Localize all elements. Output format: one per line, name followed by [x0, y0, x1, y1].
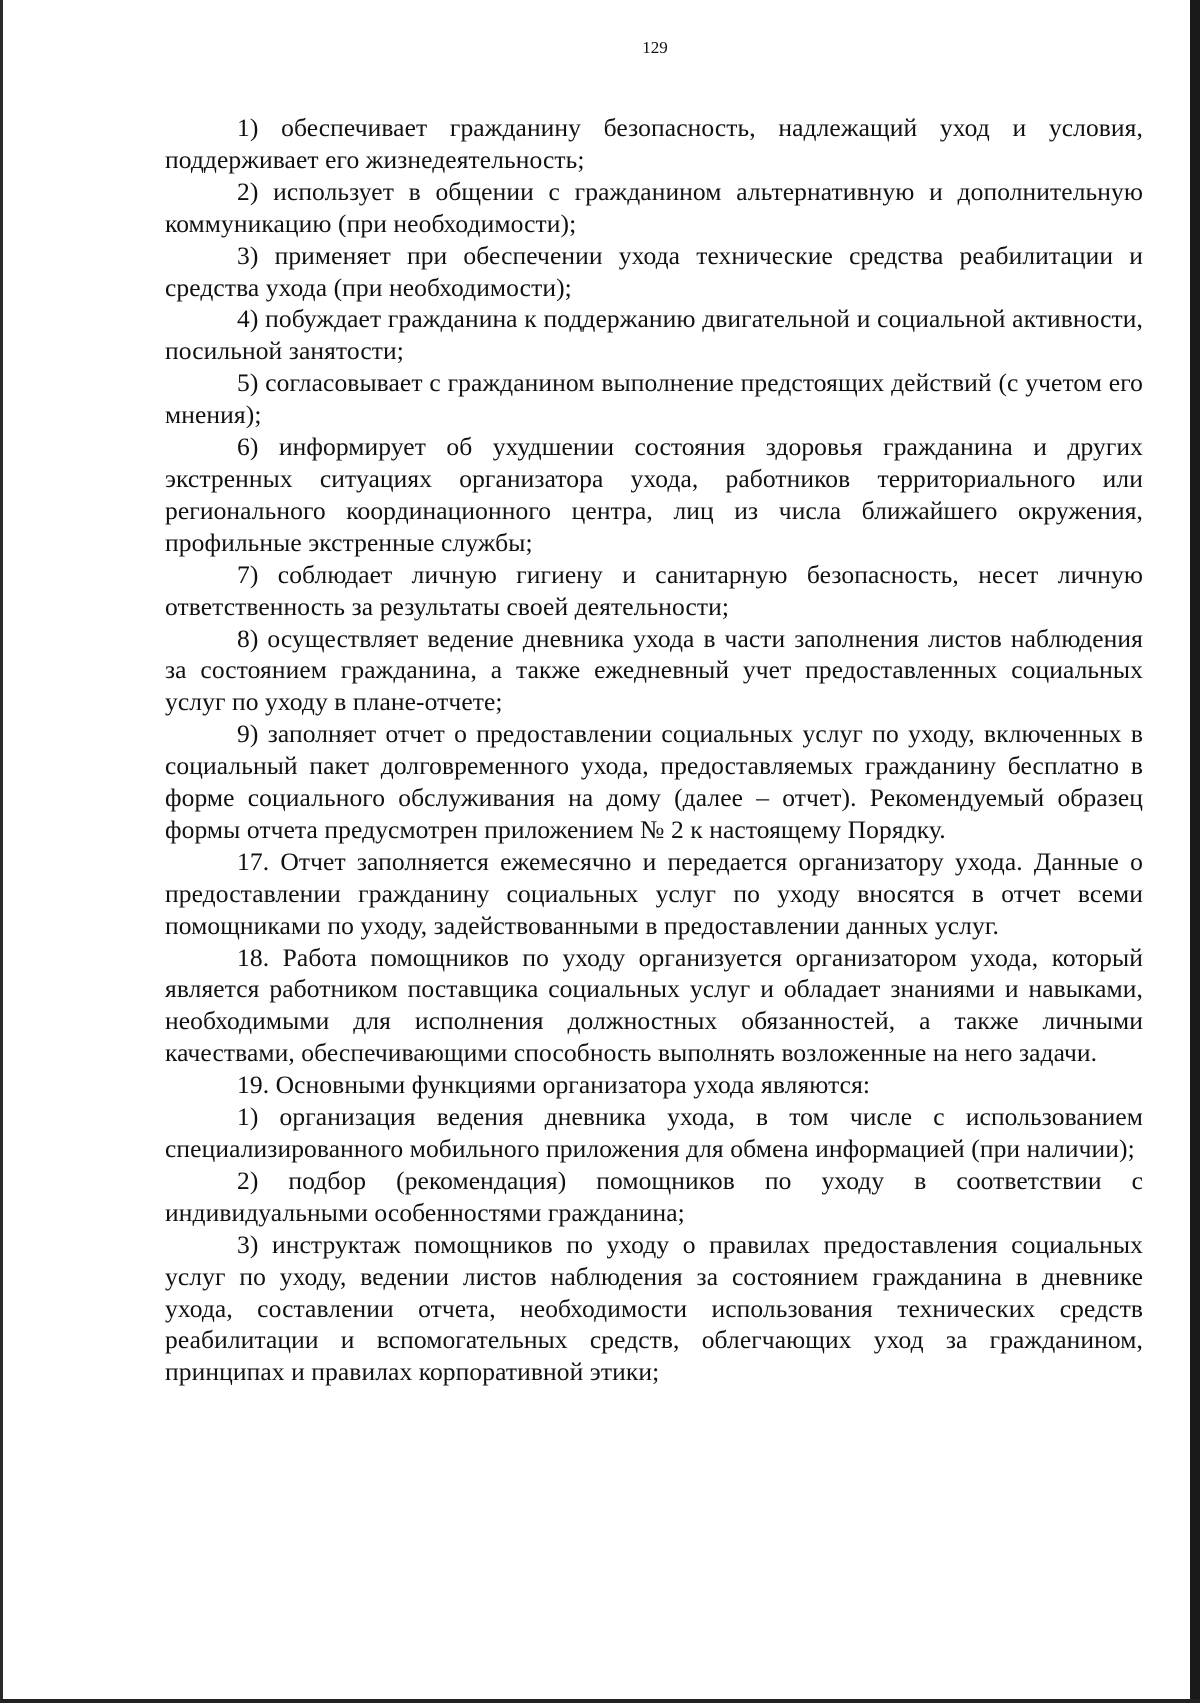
list-item-4-activity: 4) побуждает гражданина к поддержанию двигательной и социальной активности, посильной занятости; [165, 304, 1143, 366]
document-body [165, 112, 1143, 1388]
list-item-5-agreement: 5) согласовывает с гражданином выполнение предстоящих действий (с учетом его мнения); [165, 368, 1143, 430]
clause-17: 17. Отчет заполняется ежемесячно и передается организатору ухода. Данные о предоставлении гражданину социальных услуг по уходу вносятся в отчет всеми помощниками по уходу, задействованными в предоставлении данных услуг. [165, 846, 1143, 940]
list-item-8-care-diary: 8) осуществляет ведение дневника ухода в части заполнения листов наблюдения за состоянием гражданина, а также ежедневный учет предоставленных социальных услуг по уходу в плане-отчете; [165, 623, 1143, 717]
list-item-1-safety: 1) обеспечивает гражданину безопасность, надлежащий уход и условия, поддерживает его жизнедеятельность; [165, 113, 1143, 174]
clause-18: 18. Работа помощников по уходу организуется организатором ухода, который является работником поставщика социальных услуг и обладает знаниями и навыками, необходимыми для исполнения должностных обязанностей, а также личными качествами, обеспечивающими способность выполнять возложенные на него задачи. [165, 942, 1143, 1068]
scan-edge-right [1190, 0, 1200, 1703]
scan-edge-left [0, 0, 3, 1703]
function-item-1-diary: 1) организация ведения дневника ухода, в том числе с использованием специализированного мобильного приложения для обмена информацией (при наличии); [165, 1102, 1143, 1163]
list-item-2-communication: 2) использует в общении с гражданином альтернативную и дополнительную коммуникацию (при необходимости); [165, 176, 1143, 238]
function-item-2-selection: 2) подбор (рекомендация) помощников по уходу в соответствии с индивидуальными особенностями гражданина; [165, 1165, 1143, 1227]
list-item-6-informing: 6) информирует об ухудшении состояния здоровья гражданина и других экстренных ситуациях организатора ухода, работников территориального или регионального координационного центра, лиц из числа ближайшего окружения, профильные экстренные службы; [165, 432, 1143, 557]
scan-edge-bottom [0, 1699, 1200, 1703]
clause-19-heading: 19. Основными функциями организатора ухода являются: [237, 1070, 871, 1100]
function-item-3-instruction: 3) инструктаж помощников по уходу о правилах предоставления социальных услуг по уходу, ведении листов наблюдения за состоянием гражданина в дневнике ухода, составлении отчета, необходимости использования технических средств реабилитации и вспомогательных средств, облегчающих уход за гражданином, принципах и правилах корпоративной этики; [165, 1229, 1143, 1387]
page-number: 129 [642, 38, 668, 57]
list-item-3-rehab-means: 3) применяет при обеспечении ухода технические средства реабилитации и средства ухода (при необходимости); [165, 240, 1143, 302]
list-item-7-hygiene: 7) соблюдает личную гигиену и санитарную безопасность, несет личную ответственность за результаты своей деятельности; [165, 559, 1143, 621]
list-item-9-report: 9) заполняет отчет о предоставлении социальных услуг по уходу, включенных в социальный пакет долговременного ухода, предоставляемых гражданину бесплатно в форме социального обслуживания на дому (далее – отчет). Рекомендуемый образец формы отчета предусмотрен приложением № 2 к настоящему Порядку. [165, 719, 1143, 844]
